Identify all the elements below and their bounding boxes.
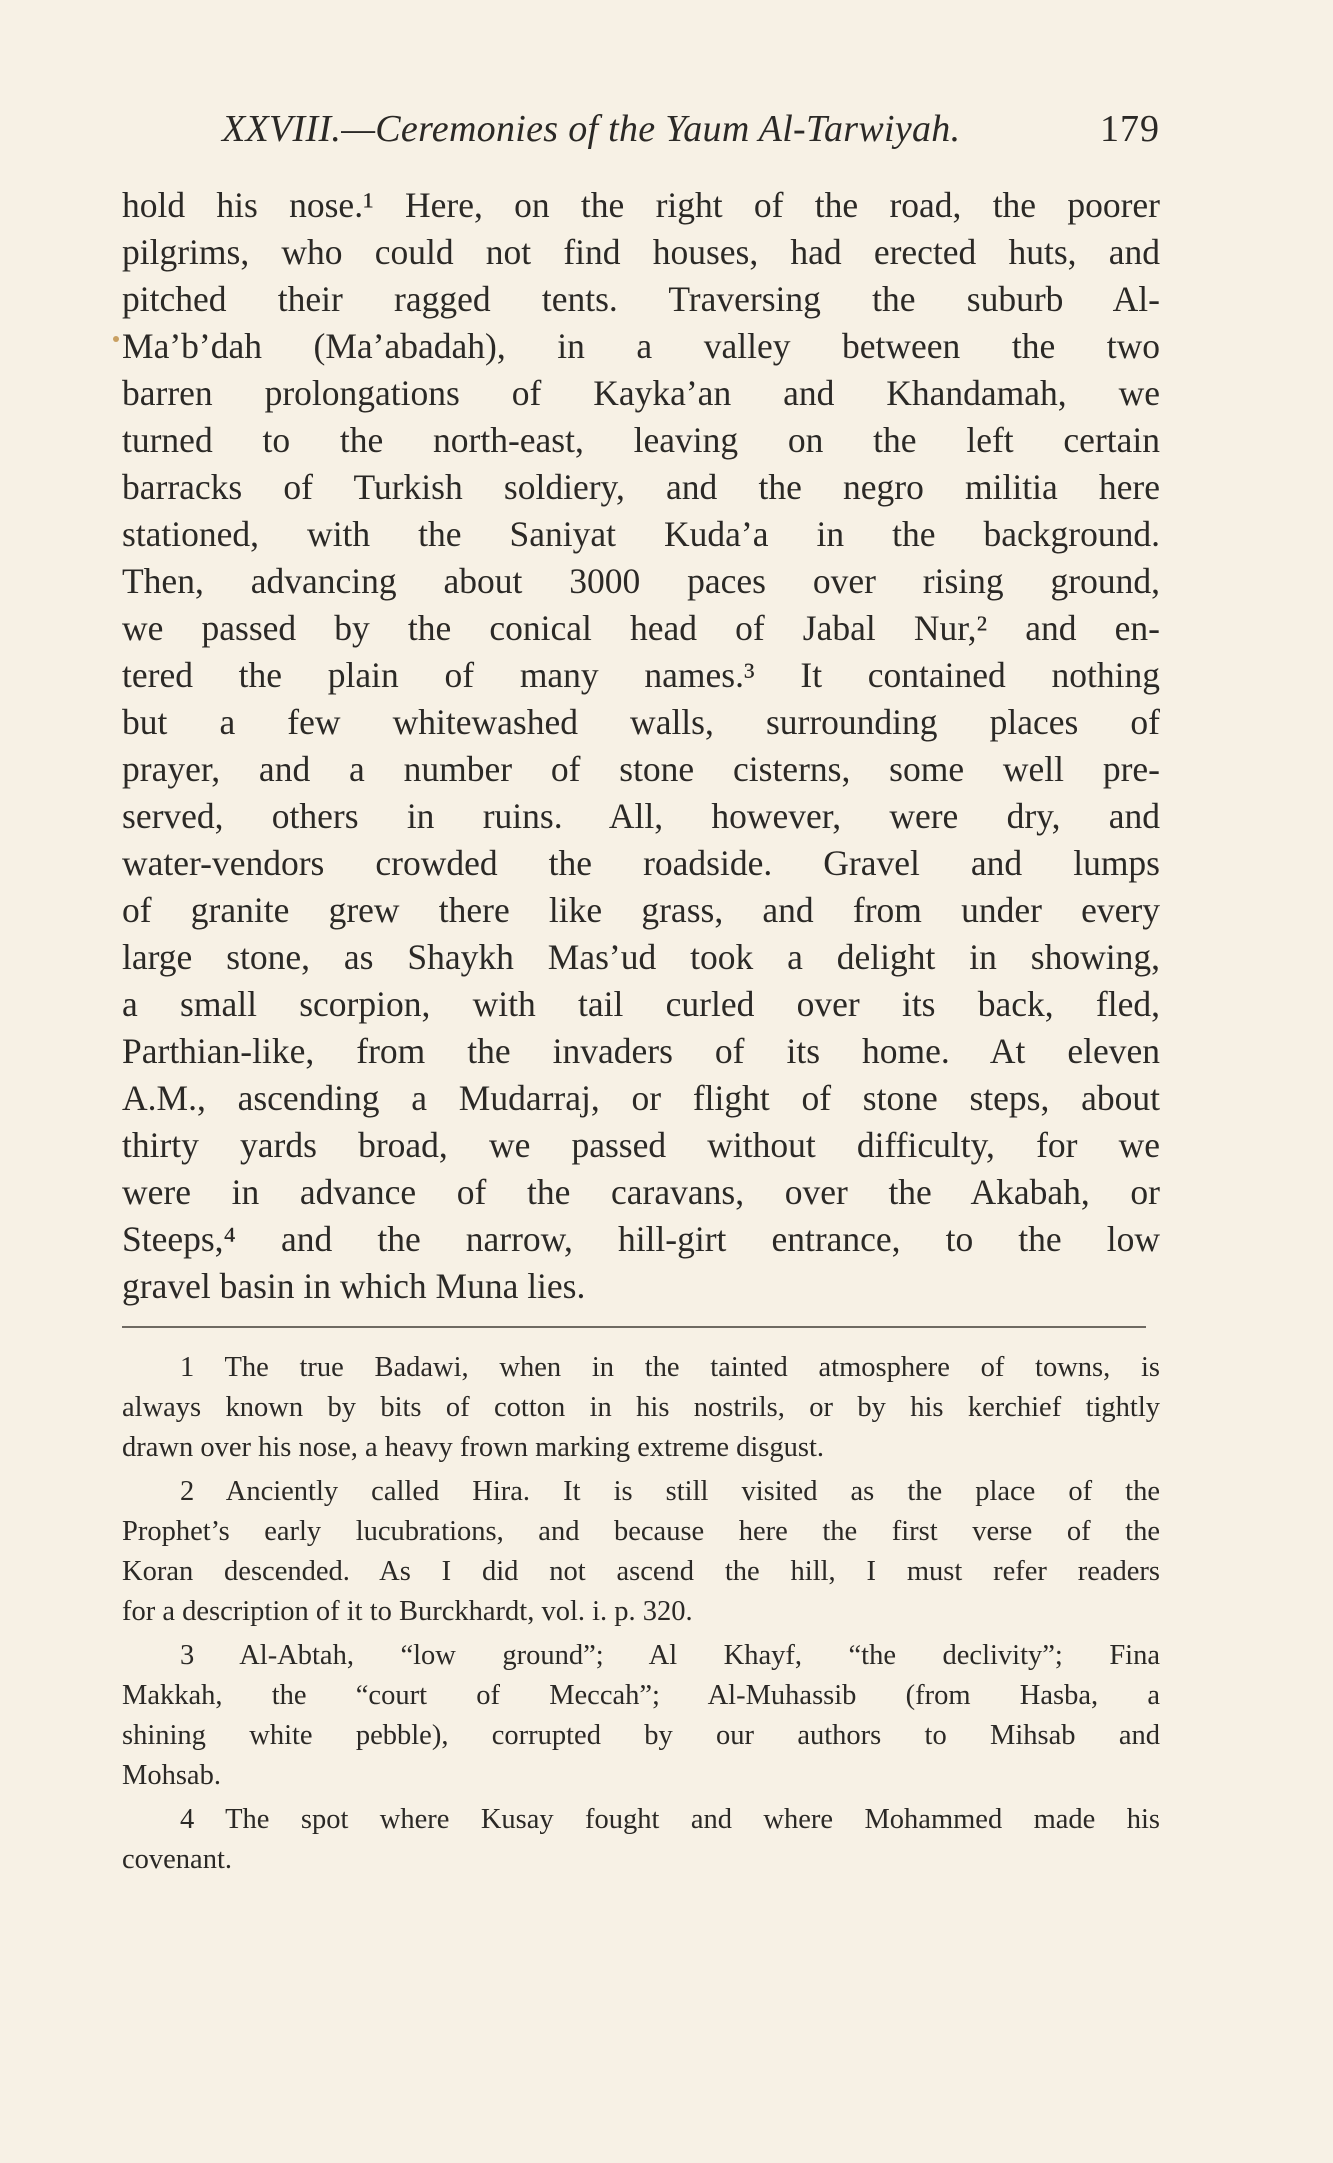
footnote-line: 1 The true Badawi, when in the tainted atmosphere of towns, is (180, 1352, 1160, 1383)
footnote-line: Makkah, the “court of Meccah”; Al-Muhassib (from Hasba, a (122, 1680, 1160, 1711)
footnote-divider (122, 1326, 1146, 1328)
footnote-line: Koran descended. As I did not ascend the hill, I must refer readers (122, 1556, 1160, 1587)
margin-mark (113, 336, 119, 342)
text-line: barracks of Turkish soldiery, and the negro militia here (122, 467, 1160, 507)
text-line: barren prolongations of Kayka’an and Khandamah, we (122, 373, 1160, 413)
text-line: Ma’b’dah (Ma’abadah), in a valley between the two (122, 326, 1160, 366)
text-line: stationed, with the Saniyat Kuda’a in the background. (122, 514, 1160, 554)
text-line: large stone, as Shaykh Mas’ud took a delight in showing, (122, 937, 1160, 977)
text-line: of granite grew there like grass, and from under every (122, 890, 1160, 930)
footnote-3 (122, 1636, 1160, 1796)
running-head (222, 104, 1160, 154)
footnote-1 (122, 1348, 1160, 1468)
footnote-line: covenant. (122, 1844, 232, 1875)
main-text (122, 182, 1160, 1310)
text-line: but a few whitewashed walls, surrounding places of (122, 702, 1160, 742)
text-line: served, others in ruins. All, however, were dry, and (122, 796, 1160, 836)
text-line: Parthian-like, from the invaders of its home. At eleven (122, 1031, 1160, 1071)
footnote-line: 4 The spot where Kusay fought and where Mohammed made his (180, 1804, 1160, 1835)
page-number: 179 (1100, 108, 1160, 150)
text-line: we passed by the conical head of Jabal Nur,² and en- (122, 608, 1160, 648)
text-line: pilgrims, who could not find houses, had erected huts, and (122, 232, 1160, 272)
text-line: thirty yards broad, we passed without difficulty, for we (122, 1125, 1160, 1165)
footnote-line: 2 Anciently called Hira. It is still visited as the place of the (180, 1476, 1160, 1507)
footnote-line: always known by bits of cotton in his nostrils, or by his kerchief tightly (122, 1392, 1160, 1423)
footnote-4 (122, 1800, 1160, 1880)
text-line: gravel basin in which Muna lies. (122, 1266, 586, 1306)
footnote-line: 3 Al-Abtah, “low ground”; Al Khayf, “the declivity”; Fina (180, 1640, 1160, 1671)
text-line: pitched their ragged tents. Traversing the suburb Al- (122, 279, 1160, 319)
text-line: Then, advancing about 3000 paces over rising ground, (122, 561, 1160, 601)
footnote-line: Prophet’s early lucubrations, and because here the first verse of the (122, 1516, 1160, 1547)
footnote-line: for a description of it to Burckhardt, vol. i. p. 320. (122, 1596, 693, 1627)
text-line: tered the plain of many names.³ It contained nothing (122, 655, 1160, 695)
text-line: A.M., ascending a Mudarraj, or flight of stone steps, about (122, 1078, 1160, 1118)
footnotes (122, 1348, 1160, 1884)
text-line: hold his nose.¹ Here, on the right of the road, the poorer (122, 185, 1160, 225)
text-line: were in advance of the caravans, over the Akabah, or (122, 1172, 1160, 1212)
footnote-line: drawn over his nose, a heavy frown marking extreme disgust. (122, 1432, 825, 1463)
footnote-line: Mohsab. (122, 1760, 221, 1791)
chapter-title: XXVIII.—Ceremonies of the Yaum Al-Tarwiyah. (222, 108, 961, 150)
text-line: prayer, and a number of stone cisterns, some well pre- (122, 749, 1160, 789)
footnote-2 (122, 1472, 1160, 1632)
footnote-line: shining white pebble), corrupted by our authors to Mihsab and (122, 1720, 1160, 1751)
text-line: a small scorpion, with tail curled over its back, fled, (122, 984, 1160, 1024)
text-line: turned to the north-east, leaving on the left certain (122, 420, 1160, 460)
text-line: Steeps,⁴ and the narrow, hill-girt entrance, to the low (122, 1219, 1160, 1259)
text-line: water-vendors crowded the roadside. Gravel and lumps (122, 843, 1160, 883)
